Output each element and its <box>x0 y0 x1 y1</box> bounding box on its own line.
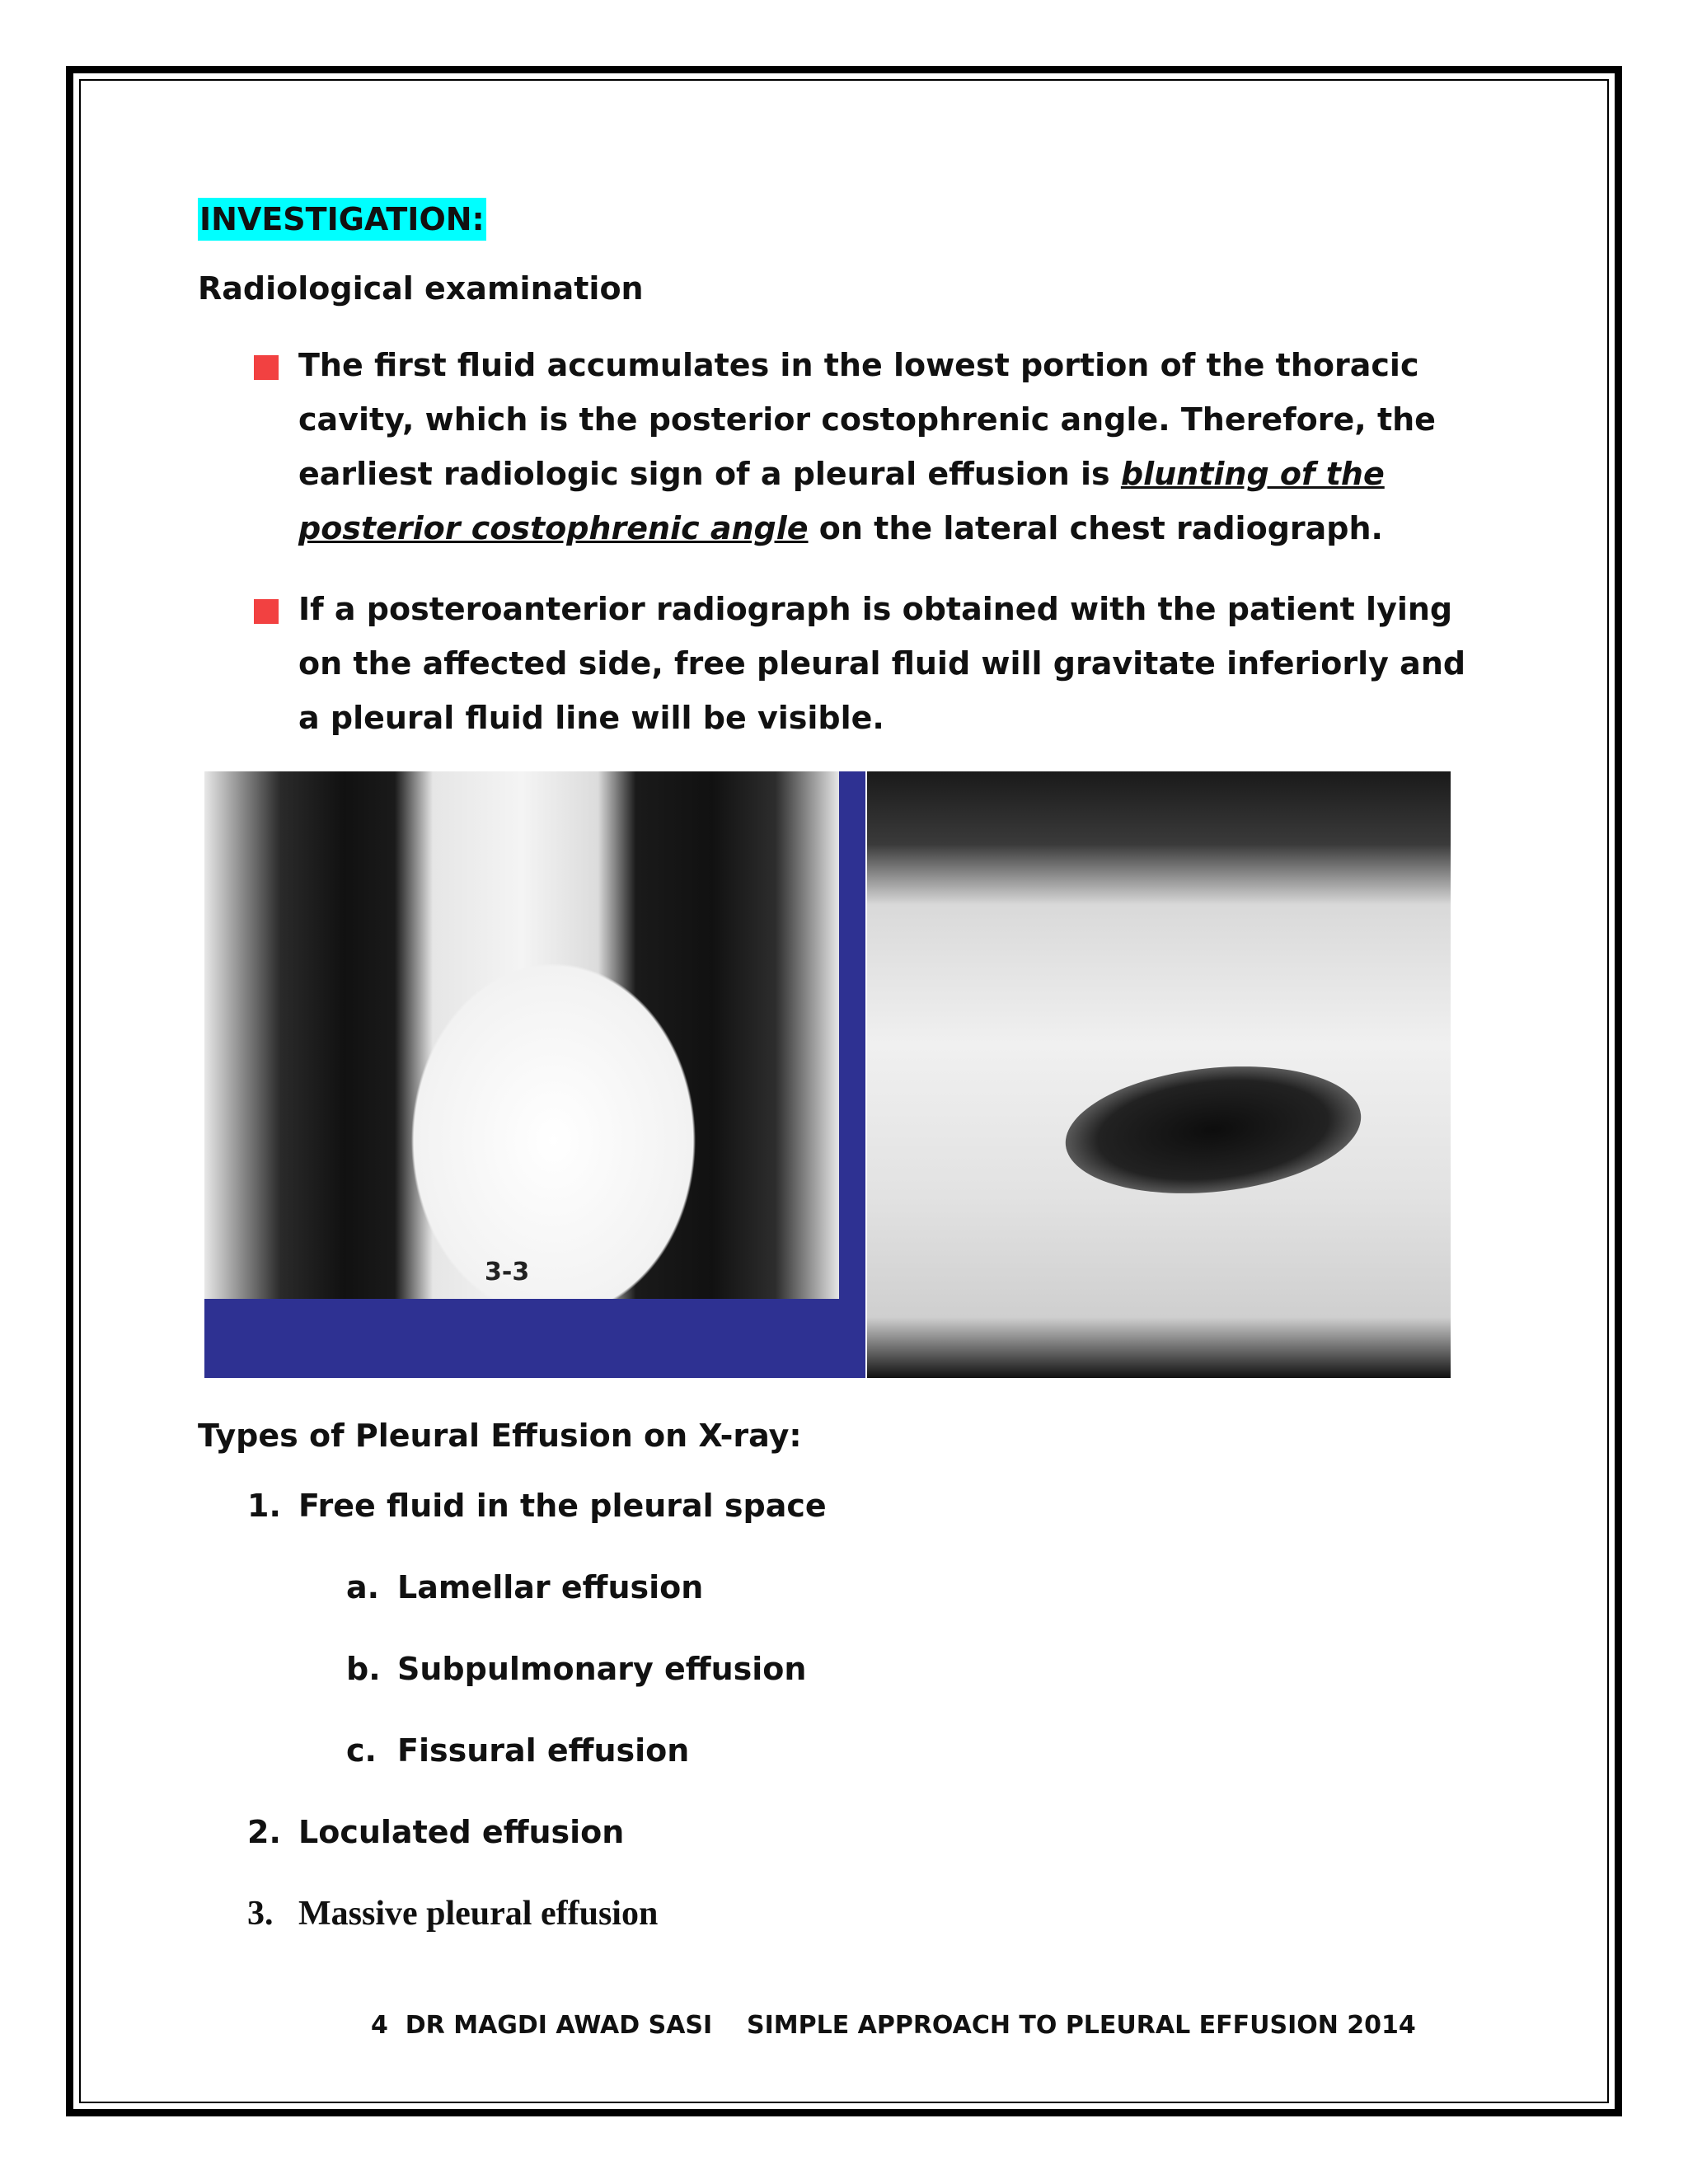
section-heading: INVESTIGATION: <box>198 198 486 241</box>
list-marker: 1. <box>247 1488 281 1524</box>
list-item-label: Massive pleural effusion <box>298 1895 659 1933</box>
list-item <box>198 1479 1484 1533</box>
list-marker: a. <box>346 1569 380 1605</box>
lung-field <box>1059 1053 1367 1207</box>
list-item-label: Lamellar effusion <box>397 1569 704 1605</box>
chest-xray-decubitus-image <box>867 771 1451 1378</box>
page-footer: 4 DR MAGDI AWAD SASI SIMPLE APPROACH TO PLEURAL EFFUSION 2014 <box>371 2011 1416 2040</box>
list-item <box>198 1886 1484 1941</box>
emphasis-text: blunting of the posterior costophrenic angle <box>298 456 1385 546</box>
list-item-label: Fissural effusion <box>397 1732 690 1769</box>
types-title: Types of Pleural Effusion on X-ray: <box>198 1418 802 1454</box>
list-marker: b. <box>346 1651 381 1687</box>
list-item <box>198 1560 1484 1615</box>
list-item <box>198 1723 1484 1778</box>
chest-xray-pa-image <box>204 771 865 1378</box>
bullet-text: The first fluid accumulates in the lowest portion of the thoracic cavity, which is the posterior costophrenic angle. Therefore, the earliest radiologic sign of a pleural effusion is <box>298 347 1436 492</box>
bullet-text-end: on the lateral chest radiograph. <box>808 510 1383 546</box>
list-item-label: Loculated effusion <box>298 1814 625 1850</box>
list-item-label: Subpulmonary effusion <box>397 1651 807 1687</box>
bullet-text: If a posteroanterior radiograph is obtained with the patient lying on the affected side, free pleural fluid will gravitate inferiorly and a pleural fluid line will be visible. <box>298 591 1466 736</box>
chest-xray-pa <box>204 771 839 1299</box>
list-marker: 2. <box>247 1814 281 1850</box>
figure-label: 3-3 <box>485 1258 530 1286</box>
list-item-label: Free fluid in the pleural space <box>298 1488 827 1524</box>
list-marker: c. <box>346 1732 377 1769</box>
bullet-item <box>198 338 1484 555</box>
bullet-item <box>198 582 1484 745</box>
page-content <box>198 198 1484 1968</box>
bullet-square-icon <box>254 599 279 624</box>
list-item <box>198 1642 1484 1696</box>
list-marker: 3. <box>247 1895 274 1933</box>
subheading: Radiological examination <box>198 270 644 307</box>
bullet-square-icon <box>254 355 279 380</box>
bullet-list <box>198 338 1484 745</box>
list-item <box>198 1805 1484 1859</box>
types-list <box>198 1479 1484 1941</box>
xray-figure <box>198 771 1484 1381</box>
